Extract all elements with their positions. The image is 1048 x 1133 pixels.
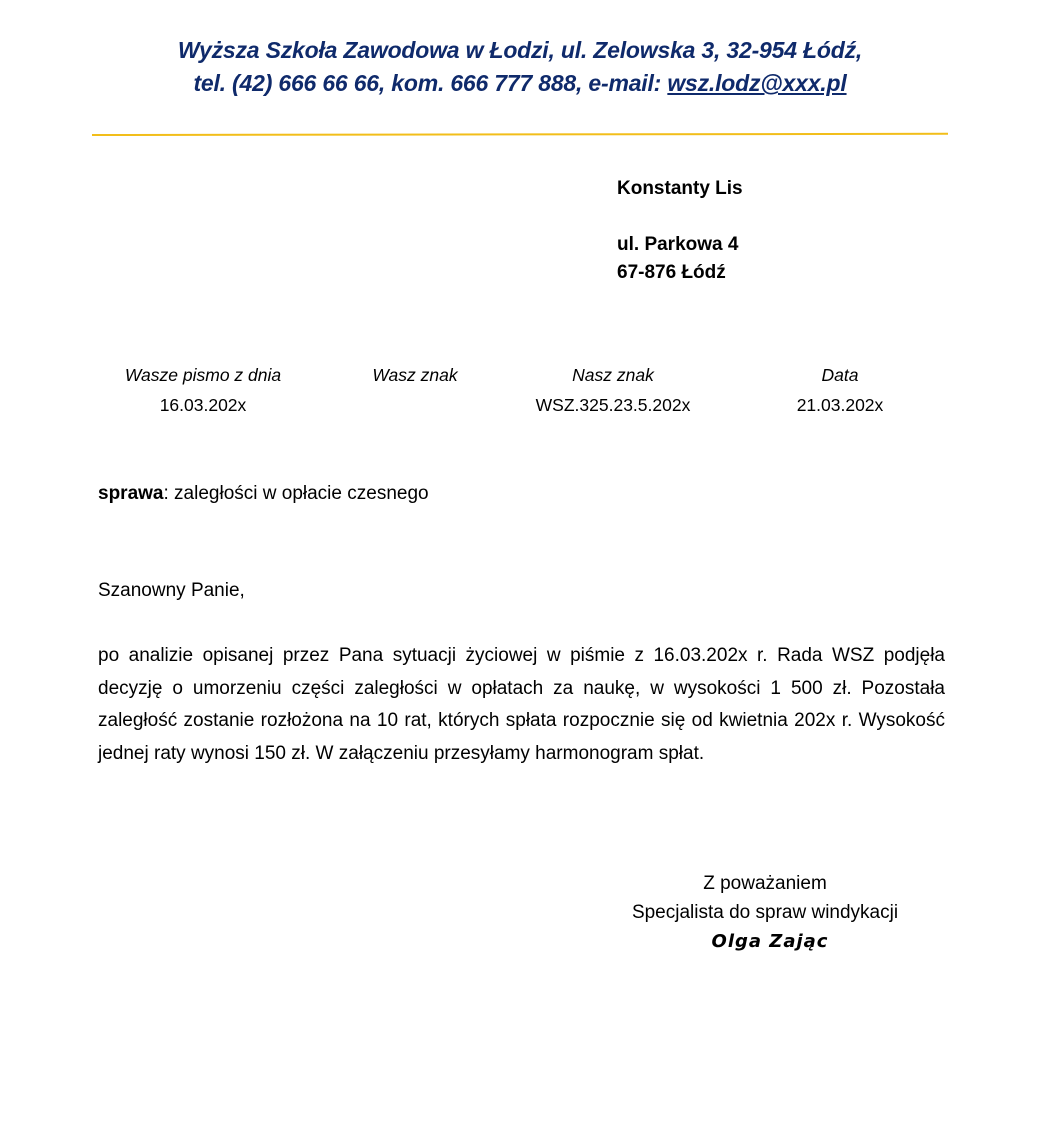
- closing-greeting: Z poważaniem: [703, 873, 827, 894]
- subject-label: sprawa: [98, 483, 164, 504]
- recipient-street: ul. Parkowa 4: [617, 234, 739, 255]
- letterhead-contact: [92, 67, 948, 100]
- reference-value: WSZ.325.23.5.202x: [535, 395, 691, 415]
- header-divider: [92, 133, 948, 136]
- reference-value: 21.03.202x: [796, 395, 884, 415]
- closing-block: [600, 869, 930, 956]
- reference-your-letter-date: [98, 360, 308, 420]
- recipient-city: 67-876 Łódź: [617, 262, 726, 283]
- recipient-spacer: [617, 203, 743, 231]
- reference-label: Data: [821, 365, 859, 385]
- salutation: Szanowny Panie,: [98, 580, 245, 601]
- subject-line: [98, 480, 429, 508]
- recipient-block: [617, 175, 743, 287]
- signature: Olga Zając: [711, 931, 829, 952]
- letterhead-address: Wyższa Szkoła Zawodowa w Łodzi, ul. Zelowska 3, 32-954 Łódź,: [177, 37, 863, 63]
- reference-our-sign: [513, 360, 713, 420]
- reference-label: Wasze pismo z dnia: [124, 365, 282, 385]
- signer-title: Specjalista do spraw windykacji: [631, 902, 899, 923]
- reference-your-sign: [340, 360, 490, 390]
- recipient-name: Konstanty Lis: [617, 178, 743, 199]
- reference-label: Wasz znak: [372, 365, 458, 385]
- letter-body: po analizie opisanej przez Pana sytuacji życiowej w piśmie z 16.03.202x r. Rada WSZ podjęła decyzję o umorzeniu części zaległości w opłatach za naukę, w wysokości 1 500 zł. Pozostała zaległość zostanie rozłożona na 10 rat, których spłata rozpocznie się od kwietnia 202x r. Wysokość jednej raty wynosi 150 zł. W załączeniu przesyłamy harmonogram spłat.: [98, 645, 945, 765]
- letterhead-phone: tel. (42) 666 66 66, kom. 666 777 888, e-mail:: [193, 70, 668, 96]
- subject-text: zaległości w opłacie czesnego: [174, 483, 429, 504]
- reference-date: [770, 360, 910, 420]
- reference-row: [0, 360, 1048, 420]
- reference-value: 16.03.202x: [159, 395, 247, 415]
- email-link[interactable]: wsz.lodz@xxx.pl: [667, 70, 847, 96]
- subject-separator: :: [163, 483, 175, 504]
- reference-label: Nasz znak: [572, 365, 654, 385]
- letterhead: [92, 34, 948, 100]
